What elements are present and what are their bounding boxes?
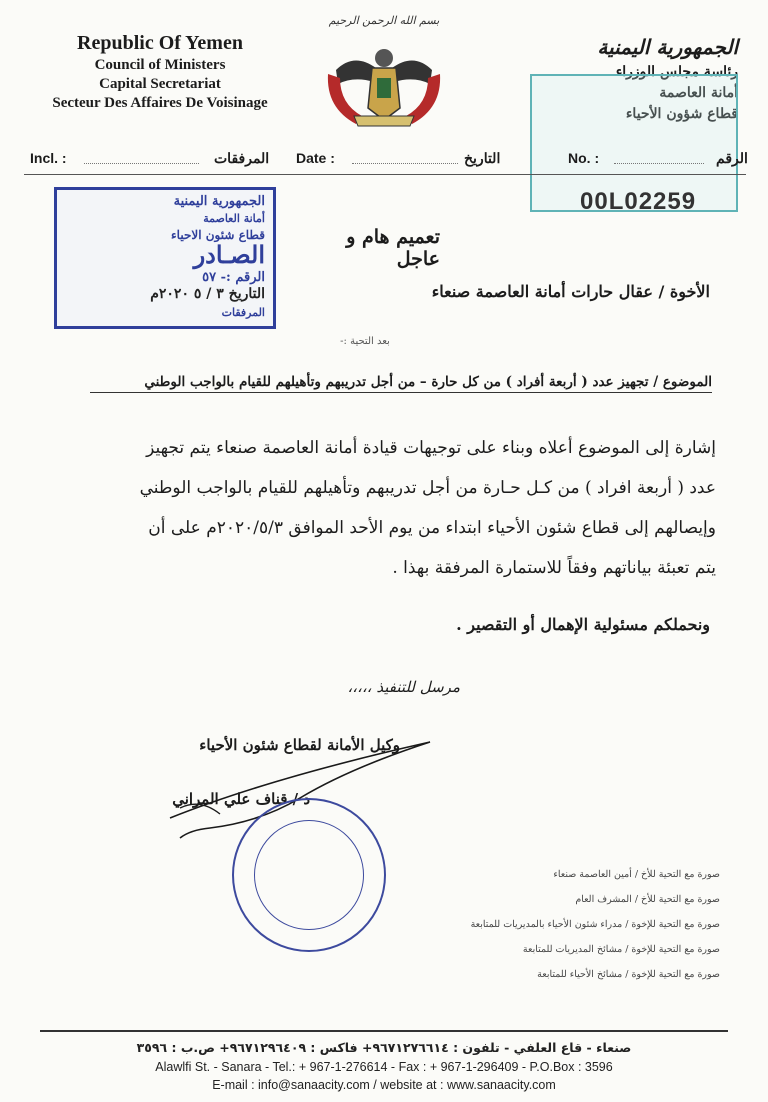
document-number: 00L02259: [580, 188, 697, 215]
basmala-text: بسم الله الرحمن الرحيم: [328, 14, 440, 27]
council-ar: رئاسة مجلس الوزراء: [615, 64, 738, 80]
signer-name: د / قناف علي المراني: [172, 790, 310, 808]
paragraph-line: إشارة إلى الموضوع أعلاه وبناء على توجيهات قيادة أمانة العاصمة صنعاء يتم تجهيز: [146, 438, 716, 458]
yemen-emblem-icon: [314, 12, 454, 142]
paragraph-line: عدد ( أربعة افراد ) من كـل حـارة من أجل تدريبهم وتأهيلهم للقيام بالواجب الوطني: [139, 478, 716, 498]
paragraph-line: وإيصالهم إلى قطاع شئون الأحياء ابتداء من يوم الأحد الموافق ٢٠٢٠/٥/٣م على أن: [148, 518, 716, 538]
body-paragraph: [52, 428, 716, 588]
copy-item: صورة مع التحية للإخوة / مدراء شئون الأحياء بالمديريات للمتابعة: [470, 919, 720, 930]
subject-line: الموضوع / تجهيز عدد ( أربعة أفراد ) من كل حارة – من أجل تدريبهم وتأهيلهم للقيام بالواجب الوطني: [90, 374, 712, 393]
country-name-ar: الجمهورية اليمنية: [597, 35, 738, 59]
no-ar-label: الرقم: [716, 150, 748, 166]
copy-item: صورة مع التحية للأخ / أمين العاصمة صنعاء: [553, 869, 720, 880]
secretariat-en: Capital Secretariat: [99, 76, 221, 92]
footer-web: E-mail : info@sanaacity.com / website at : www.sanaacity.com: [212, 1078, 556, 1092]
agent-title: وكيل الأمانة لقطاع شئون الأحياء: [199, 736, 400, 754]
stamp-line-3: قطاع شئون الاحياء: [171, 228, 265, 242]
round-seal-stamp: [232, 798, 386, 952]
stamp-line-6: التاريخ ٣ / ٥ ٢٠٢٠م: [150, 286, 265, 302]
sector-en: Secteur Des Affaires De Voisinage: [52, 95, 268, 111]
council-en: Council of Ministers: [94, 57, 226, 73]
meta-row: [24, 146, 746, 175]
stamp-line-4: الصـادر: [193, 240, 265, 269]
greeting: بعد التحية :-: [340, 336, 390, 347]
issued-stamp: [54, 187, 276, 329]
sector-ar: قطاع شؤون الأحياء: [625, 106, 738, 122]
paragraph-line: يتم تعبئة بياناتهم وفقاً للاستمارة المرفقة بهذا .: [392, 558, 716, 578]
footer-divider: [40, 1030, 728, 1032]
sent-for-execution: مرسل للتنفيذ ،،،،،: [347, 678, 460, 696]
stamp-line-1: الجمهورية اليمنية: [173, 194, 265, 209]
circular-title: تعميم هام و عاجل: [346, 226, 440, 270]
footer-arabic: صنعاء - قاع العلفي - تلفون : ٩٦٧١٢٧٦٦١٤+ فاكس : ٩٦٧١٢٩٦٤٠٩+ ص.ب : ٣٥٩٦: [136, 1040, 632, 1055]
stamp-line-5: الرقم :- ٥٧: [202, 270, 265, 285]
responsibility-line: ونحملكم مسئولية الإهمال أو التقصير .: [456, 615, 710, 634]
date-label: Date :: [296, 150, 335, 166]
copy-item: صورة مع التحية للإخوة / مشائخ الأحياء للمتابعة: [537, 969, 720, 980]
country-name-en: Republic Of Yemen: [77, 32, 243, 54]
secretariat-ar: أمانة العاصمة: [659, 85, 738, 101]
header-english: [20, 30, 300, 113]
copies-list: [420, 862, 720, 987]
copy-item: صورة مع التحية للأخ / المشرف العام: [575, 894, 720, 905]
no-label: No. :: [568, 150, 600, 166]
stamp-line-7: المرفقات: [221, 306, 265, 319]
incl-label: Incl. :: [30, 150, 67, 166]
incl-ar-label: المرفقات: [214, 150, 270, 166]
copy-item: صورة مع التحية للإخوة / مشائخ المديريات للمتابعة: [522, 944, 720, 955]
footer-english: Alawlfi St. - Sanara - Tel.: + 967-1-276614 - Fax : + 967-1-296409 - P.O.Box : 3596: [155, 1060, 613, 1074]
addressee: الأخوة / عقال حارات أمانة العاصمة صنعاء: [431, 282, 710, 301]
date-ar-label: التاريخ: [464, 150, 501, 166]
stamp-line-2: أمانة العاصمة: [203, 212, 265, 225]
